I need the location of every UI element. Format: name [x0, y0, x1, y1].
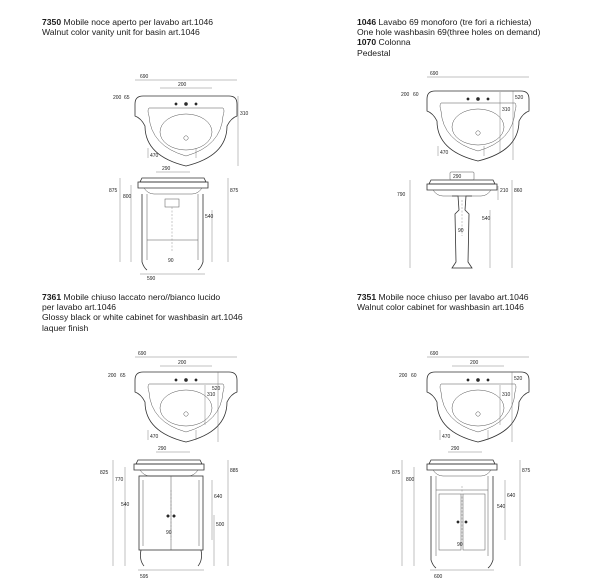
dim-h-right: 885: [230, 468, 239, 474]
dim-bottom: 90: [168, 258, 174, 264]
dim-top: 290: [453, 174, 462, 180]
dim-depth: 310: [502, 392, 511, 398]
dim-h-left-b: 800: [406, 477, 415, 483]
dim-top: 290: [158, 446, 167, 452]
dim-side-a: 200: [108, 373, 117, 379]
dim-depth: 310: [502, 107, 511, 113]
dim-h-right-a: 210: [500, 188, 509, 194]
caption-line-en: Pedestal: [357, 47, 391, 58]
drawing-7351: [392, 351, 531, 580]
dim-bottom: 90: [457, 542, 463, 548]
dim-bottom: 470: [150, 434, 159, 440]
dim-top: 290: [451, 446, 460, 452]
dim-h-left-b: 770: [115, 477, 124, 483]
dim-right: 520: [212, 386, 221, 392]
dim-h-right: 875: [522, 468, 531, 474]
caption-line-en: laquer finish: [42, 322, 89, 333]
dim-mid: 540: [205, 214, 214, 220]
drawing-1046: [397, 71, 529, 268]
caption-line-en: Glossy black or white cabinet for washbasin art.1046: [42, 312, 243, 323]
dim-mid: 540: [482, 216, 491, 222]
dim-mid-left: 540: [121, 502, 130, 508]
dim-side-b: 65: [120, 373, 126, 379]
product-code: 7351: [357, 292, 377, 302]
dim-inner: 200: [178, 360, 187, 366]
dim-width: 690: [140, 74, 149, 80]
plan-view: [427, 372, 529, 442]
product-code: 1046: [357, 17, 377, 27]
elevation-view: [427, 460, 497, 568]
drawing-7350: [109, 74, 249, 282]
elevation-view: [138, 178, 208, 270]
caption-line-it: Lavabo 69 monoforo (tre fori a richiesta): [378, 17, 532, 27]
dim-bottom: 90: [166, 530, 172, 536]
dim-base: 595: [140, 574, 149, 580]
dim-width: 690: [430, 71, 439, 77]
dim-bottom: 470: [150, 153, 159, 159]
dim-h-left: 790: [397, 192, 406, 198]
dim-h-left-b: 800: [123, 194, 132, 200]
caption-line-it: per lavabo art.1046: [42, 302, 117, 313]
drawing-7361: [100, 351, 239, 580]
dim-side-a: 200: [113, 95, 122, 101]
dim-depth: 310: [240, 111, 249, 117]
dim-right-low: 500: [216, 522, 225, 528]
plan-view: [135, 372, 237, 442]
dim-bottom: 470: [440, 150, 449, 156]
dim-base: 590: [147, 276, 156, 282]
product-code: 1070: [357, 37, 377, 48]
dim-h-right: 875: [230, 188, 239, 194]
dim-mid: 540: [497, 504, 506, 510]
dim-side-a: 200: [401, 92, 410, 98]
dim-base: 600: [434, 574, 443, 580]
caption-line-it: Mobile chiuso laccato nero//bianco lucido: [63, 292, 221, 302]
elevation-view: [134, 460, 204, 566]
caption-line-it: Colonna: [378, 37, 411, 48]
dim-right: 520: [514, 376, 523, 382]
dim-side-b: 65: [124, 95, 130, 101]
dim-width: 690: [138, 351, 147, 357]
dim-h-left-a: 825: [100, 470, 109, 476]
dim-h-right-b: 860: [514, 188, 523, 194]
caption-line-en: Walnut color vanity unit for basin art.1046: [42, 27, 200, 38]
dim-inner: 200: [178, 82, 187, 88]
dim-width: 690: [430, 351, 439, 357]
dim-inner: 200: [470, 360, 479, 366]
caption-line-it: Mobile noce chiuso per lavabo art.1046: [378, 292, 529, 302]
caption-line-en: Walnut color cabinet for washbasin art.1046: [357, 302, 524, 313]
dim-h-left-a: 875: [109, 188, 118, 194]
dim-depth: 310: [207, 392, 216, 398]
dim-bottom: 90: [458, 228, 464, 234]
dim-mid-right: 640: [507, 493, 516, 499]
product-code: 7350: [42, 17, 62, 27]
caption-line-it: Mobile noce aperto per lavabo art.1046: [63, 17, 214, 27]
dim-side-b: 60: [413, 92, 419, 98]
dim-bottom: 470: [442, 434, 451, 440]
dim-side-b: 60: [411, 373, 417, 379]
caption-line-en: One hole washbasin 69(three holes on demand): [357, 27, 541, 38]
dim-right: 520: [515, 95, 524, 101]
dim-h-left-a: 875: [392, 470, 401, 476]
product-code: 7361: [42, 292, 62, 302]
dim-mid-right: 640: [214, 494, 223, 500]
dim-side-a: 200: [399, 373, 408, 379]
dim-top: 290: [162, 166, 171, 172]
